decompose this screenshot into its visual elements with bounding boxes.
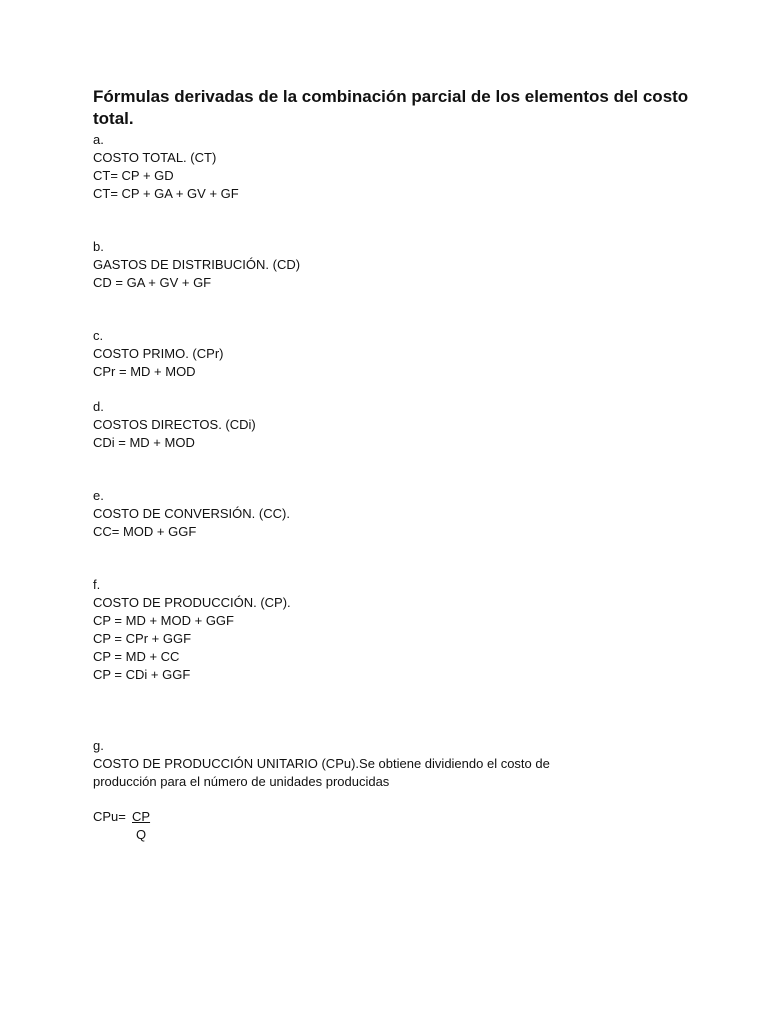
formula-line: CD = GA + GV + GF: [93, 275, 212, 290]
document-title: Fórmulas derivadas de la combinación parcial de los elementos del costo total.: [93, 87, 689, 128]
formula-line: CP = MD + MOD + GGF: [93, 613, 234, 628]
section-letter: a.: [93, 132, 104, 147]
section-heading: COSTO PRIMO. (CPr): [93, 346, 224, 361]
section-heading: COSTO TOTAL. (CT): [93, 150, 217, 165]
section-d: [93, 398, 693, 452]
formula-line: CDi = MD + MOD: [93, 435, 195, 450]
formula-line: CP = CDi + GGF: [93, 667, 191, 682]
section-heading: COSTO DE CONVERSIÓN. (CC).: [93, 506, 290, 521]
section-heading: GASTOS DE DISTRIBUCIÓN. (CD): [93, 257, 301, 272]
unit-cost-formula: [93, 808, 693, 844]
section-f: [93, 576, 693, 684]
formula-line: CC= MOD + GGF: [93, 524, 197, 539]
fraction-denominator: Q: [136, 827, 147, 842]
section-letter: g.: [93, 738, 104, 753]
section-heading: COSTO DE PRODUCCIÓN UNITARIO (CPu).Se obtiene dividiendo el costo de producción para el número de unidades producidas: [93, 756, 550, 789]
section-b: [93, 238, 693, 292]
section-heading: COSTO DE PRODUCCIÓN. (CP).: [93, 595, 291, 610]
section-g: [93, 737, 693, 844]
formula-line: CPr = MD + MOD: [93, 364, 196, 379]
section-a: [93, 131, 693, 203]
section-letter: d.: [93, 399, 104, 414]
section-e: [93, 487, 693, 541]
section-letter: e.: [93, 488, 104, 503]
section-letter: c.: [93, 328, 104, 343]
section-letter: b.: [93, 239, 104, 254]
fraction-numerator: CP: [132, 809, 151, 824]
formula-label: CPu=: [93, 809, 126, 824]
document-page: [93, 86, 693, 844]
section-letter: f.: [93, 577, 101, 592]
formula-line: CP = MD + CC: [93, 649, 180, 664]
section-c: [93, 327, 693, 381]
section-heading: COSTOS DIRECTOS. (CDi): [93, 417, 256, 432]
formula-line: CP = CPr + GGF: [93, 631, 192, 646]
formula-line: CT= CP + GA + GV + GF: [93, 186, 239, 201]
formula-line: CT= CP + GD: [93, 168, 174, 183]
